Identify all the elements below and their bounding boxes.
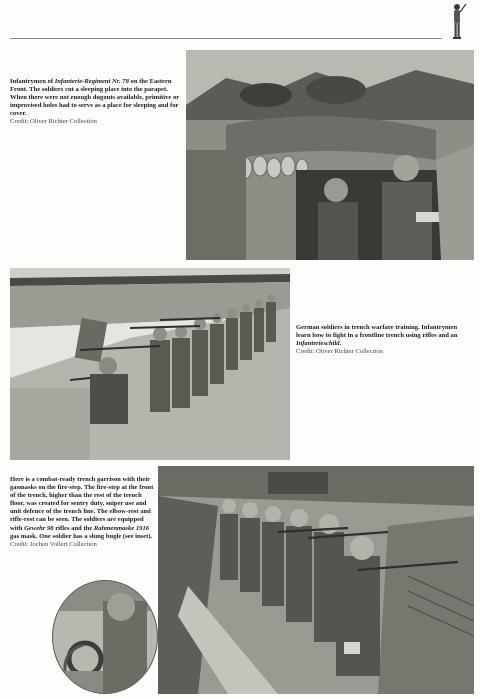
soldier-figure-icon <box>444 2 470 40</box>
caption-training-text: German soldiers in trench warfare training. Infantrymen learn how to fight in a frontline trench using rifles and an Infanterieschild. <box>296 324 458 348</box>
caption-dugout <box>10 78 180 127</box>
caption-dugout-credit: Credit: Oliver Richter Collection <box>10 118 97 126</box>
dugout-photo <box>186 50 474 260</box>
caption-gasmask-garrison <box>10 476 154 549</box>
caption-gasmask-garrison-credit: Credit: Jochen Vollert Collection <box>10 540 97 548</box>
bugle-inset-photo <box>52 580 158 694</box>
caption-training <box>296 324 472 356</box>
header-rule <box>10 38 442 39</box>
caption-gasmask-garrison-text: Here is a combat-ready trench garrison with their gasmasks on the fire-step. The fire-step at the front of the trench, higher than the rest of the trench floor, was created for sentry duty, sniper use and unit defence of the trench line. The elbow-rest and rifle-rest can be seen. The soldiers are equipped with Gewehr 98 rifles and the Rahmenmaske 1916 gas mask. One soldier has a slung bugle (see inset). <box>10 476 154 540</box>
training-trench-photo <box>10 268 290 460</box>
caption-dugout-text: Infantrymen of Infanterie-Regiment Nr. 78 on the Eastern Front. The soldiers cut a sleeping place into the parapet. When there were not enough dugouts available, primitive or improvised holes had to serve as a place for sleeping and for cover. <box>10 78 180 118</box>
caption-training-credit: Credit: Oliver Richter Collection <box>296 348 383 356</box>
gasmask-garrison-photo <box>158 466 474 694</box>
